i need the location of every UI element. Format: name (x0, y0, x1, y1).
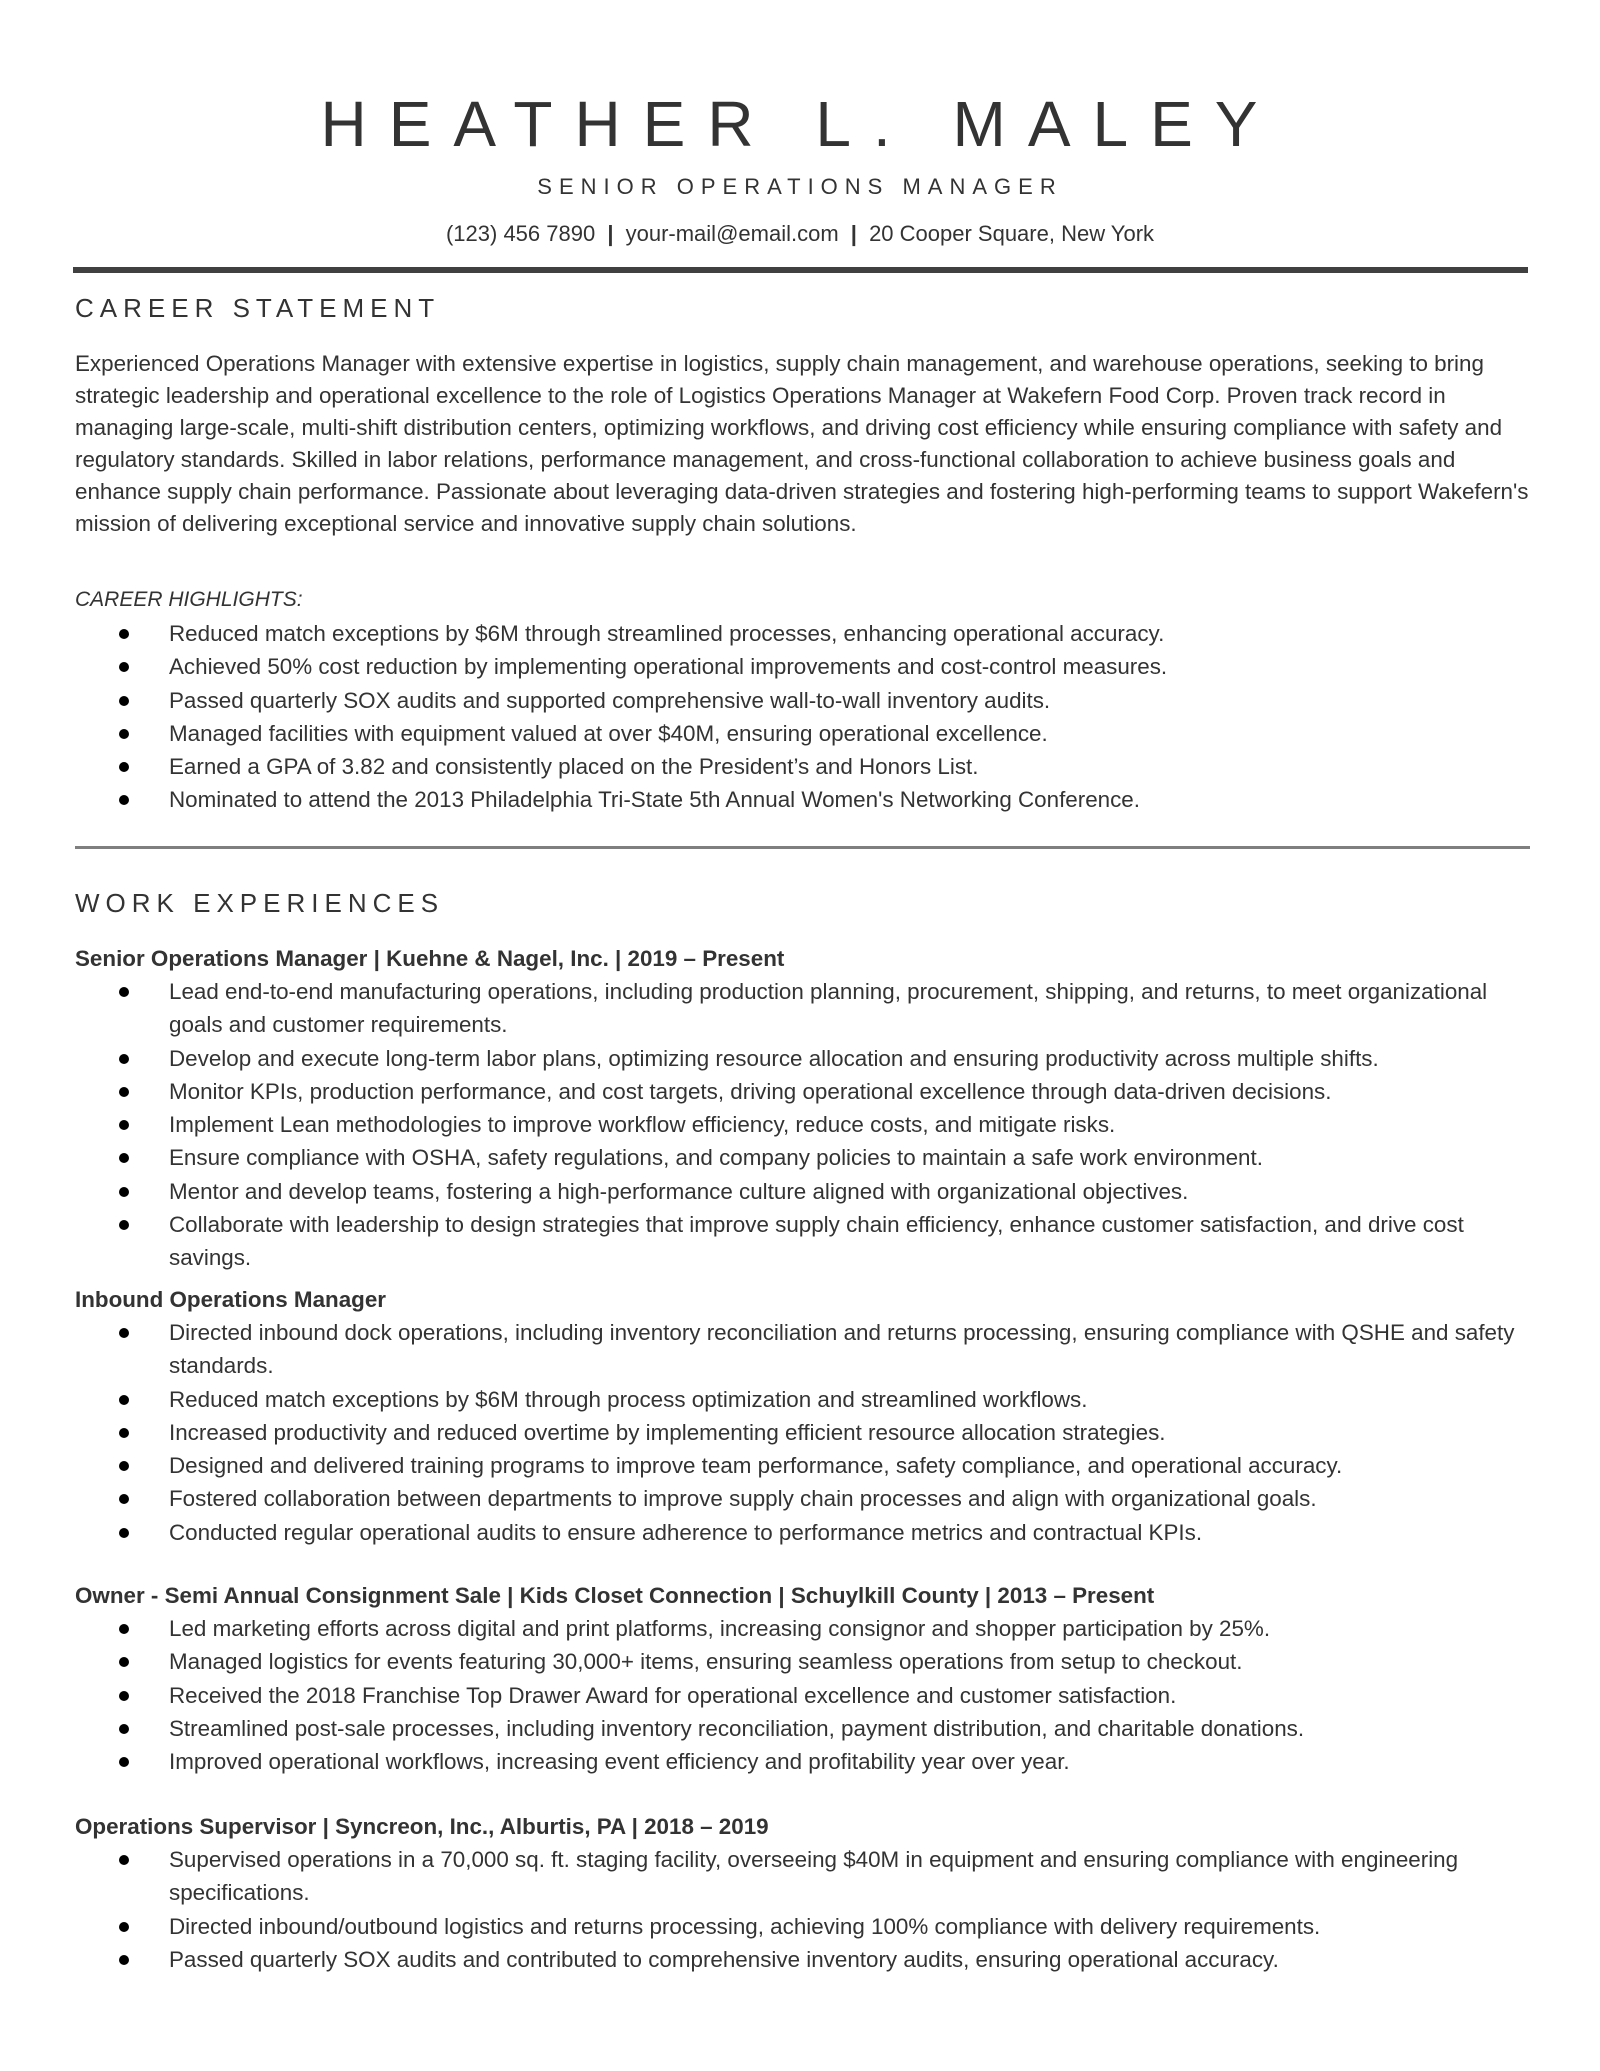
bullet-icon (119, 1657, 129, 1667)
job-bullets (75, 1843, 1530, 1976)
job-entry (75, 1580, 1530, 1778)
bullet-icon (119, 1955, 129, 1965)
job-bullets (75, 1612, 1530, 1778)
career-highlights-list (75, 617, 1530, 817)
list-item: Achieved 50% cost reduction by implementing operational improvements and cost-control measures. (75, 650, 1530, 683)
job-bullets (75, 1316, 1530, 1549)
bullet-icon (119, 1624, 129, 1634)
bullet-icon (119, 1494, 129, 1504)
bullet-icon (119, 1328, 129, 1338)
bullet-icon (119, 1855, 129, 1865)
bullet-icon (119, 1187, 129, 1197)
bullet-icon (119, 1220, 129, 1230)
bullet-icon (119, 762, 129, 772)
job-entry (75, 943, 1530, 1275)
bullet-icon (119, 729, 129, 739)
list-item: Develop and execute long-term labor plans, optimizing resource allocation and ensuring productivity across multiple shifts. (75, 1042, 1530, 1075)
list-item: Directed inbound/outbound logistics and returns processing, achieving 100% compliance with delivery requirements. (75, 1910, 1530, 1943)
bullet-icon (119, 1120, 129, 1130)
contact-line (0, 218, 1600, 250)
list-item: Increased productivity and reduced overtime by implementing efficient resource allocation strategies. (75, 1416, 1530, 1449)
career-highlights (75, 617, 1530, 817)
section-divider (75, 846, 1530, 849)
bullet-icon (119, 696, 129, 706)
bullet-icon (119, 795, 129, 805)
career-statement-heading: CAREER STATEMENT (75, 293, 441, 323)
career-statement-text: Experienced Operations Manager with extensive expertise in logistics, supply chain management, and warehouse operations, seeking to bring strategic leadership and operational excellence to the role of Logistics Operations Manager at Wakefern Food Corp. Proven track record in managing large-scale, multi-shift distribution centers, optimizing workflows, and driving cost efficiency while ensuring compliance with safety and regulatory standards. Skilled in labor relations, performance management, and cross-functional collaboration to achieve business goals and enhance supply chain performance. Passionate about leveraging data-driven strategies and fostering high-performing teams to support Wakefern's mission of delivering exceptional service and innovative supply chain solutions. (75, 351, 1529, 536)
bullet-icon (119, 1054, 129, 1064)
job-bullets (75, 975, 1530, 1275)
bullet-icon (119, 629, 129, 639)
job-title: Operations Supervisor | Syncreon, Inc., Alburtis, PA | 2018 – 2019 (75, 1814, 769, 1839)
list-item: Monitor KPIs, production performance, and cost targets, driving operational excellence through data-driven decisions. (75, 1075, 1530, 1108)
work-experiences-heading: WORK EXPERIENCES (75, 888, 445, 918)
bullet-icon (119, 1528, 129, 1538)
contact-separator: | (607, 221, 614, 246)
list-item: Mentor and develop teams, fostering a high-performance culture aligned with organizational objectives. (75, 1175, 1530, 1208)
bullet-icon (119, 1428, 129, 1438)
list-item: Reduced match exceptions by $6M through process optimization and streamlined workflows. (75, 1383, 1530, 1416)
list-item: Managed logistics for events featuring 30,000+ items, ensuring seamless operations from setup to checkout. (75, 1645, 1530, 1678)
list-item: Ensure compliance with OSHA, safety regulations, and company policies to maintain a safe work environment. (75, 1141, 1530, 1174)
bullet-icon (119, 1153, 129, 1163)
job-entry (75, 1811, 1530, 1976)
bullet-icon (119, 662, 129, 672)
list-item: Passed quarterly SOX audits and supported comprehensive wall-to-wall inventory audits. (75, 684, 1530, 717)
job-entry (75, 1284, 1530, 1549)
list-item: Implement Lean methodologies to improve workflow efficiency, reduce costs, and mitigate risks. (75, 1108, 1530, 1141)
bullet-icon (119, 1757, 129, 1767)
contact-address: 20 Cooper Square, New York (869, 221, 1155, 246)
bullet-icon (119, 1724, 129, 1734)
bullet-icon (119, 1087, 129, 1097)
list-item: Supervised operations in a 70,000 sq. ft. staging facility, overseeing $40M in equipment and ensuring compliance with engineering specifications. (75, 1843, 1530, 1910)
job-title: Inbound Operations Manager (75, 1287, 386, 1312)
bullet-icon (119, 1691, 129, 1701)
contact-phone: (123) 456 7890 (445, 221, 596, 246)
list-item: Collaborate with leadership to design strategies that improve supply chain efficiency, enhance customer satisfaction, and drive cost savings. (75, 1208, 1530, 1275)
career-highlights-label: CAREER HIGHLIGHTS: (75, 588, 303, 611)
bullet-icon (119, 987, 129, 997)
list-item: Streamlined post-sale processes, including inventory reconciliation, payment distribution, and charitable donations. (75, 1712, 1530, 1745)
list-item: Improved operational workflows, increasing event efficiency and profitability year over year. (75, 1745, 1530, 1778)
contact-separator: | (850, 221, 857, 246)
list-item: Managed facilities with equipment valued at over $40M, ensuring operational excellence. (75, 717, 1530, 750)
list-item: Passed quarterly SOX audits and contributed to comprehensive inventory audits, ensuring operational accuracy. (75, 1943, 1530, 1976)
job-title: Senior Operations Manager | Kuehne & Nagel, Inc. | 2019 – Present (75, 946, 785, 971)
list-item: Designed and delivered training programs to improve team performance, safety compliance, and operational accuracy. (75, 1449, 1530, 1482)
list-item: Directed inbound dock operations, including inventory reconciliation and returns processing, ensuring compliance with QSHE and safety standards. (75, 1316, 1530, 1383)
list-item: Lead end-to-end manufacturing operations, including production planning, procurement, shipping, and returns, to meet organizational goals and customer requirements. (75, 975, 1530, 1042)
contact-email: your-mail@email.com (625, 221, 839, 246)
candidate-name: HEATHER L. MALEY (320, 88, 1280, 160)
list-item: Reduced match exceptions by $6M through streamlined processes, enhancing operational accuracy. (75, 617, 1530, 650)
candidate-title: SENIOR OPERATIONS MANAGER (537, 174, 1063, 199)
list-item: Received the 2018 Franchise Top Drawer Award for operational excellence and customer satisfaction. (75, 1679, 1530, 1712)
list-item: Nominated to attend the 2013 Philadelphia Tri-State 5th Annual Women's Networking Conference. (75, 783, 1530, 816)
list-item: Conducted regular operational audits to ensure adherence to performance metrics and contractual KPIs. (75, 1516, 1530, 1549)
bullet-icon (119, 1461, 129, 1471)
list-item: Fostered collaboration between departments to improve supply chain processes and align with organizational goals. (75, 1482, 1530, 1515)
list-item: Led marketing efforts across digital and print platforms, increasing consignor and shopper participation by 25%. (75, 1612, 1530, 1645)
job-title: Owner - Semi Annual Consignment Sale | Kids Closet Connection | Schuylkill County | 2013 – Present (75, 1583, 1155, 1608)
bullet-icon (119, 1395, 129, 1405)
bullet-icon (119, 1922, 129, 1932)
list-item: Earned a GPA of 3.82 and consistently placed on the President’s and Honors List. (75, 750, 1530, 783)
header-divider (73, 267, 1528, 273)
